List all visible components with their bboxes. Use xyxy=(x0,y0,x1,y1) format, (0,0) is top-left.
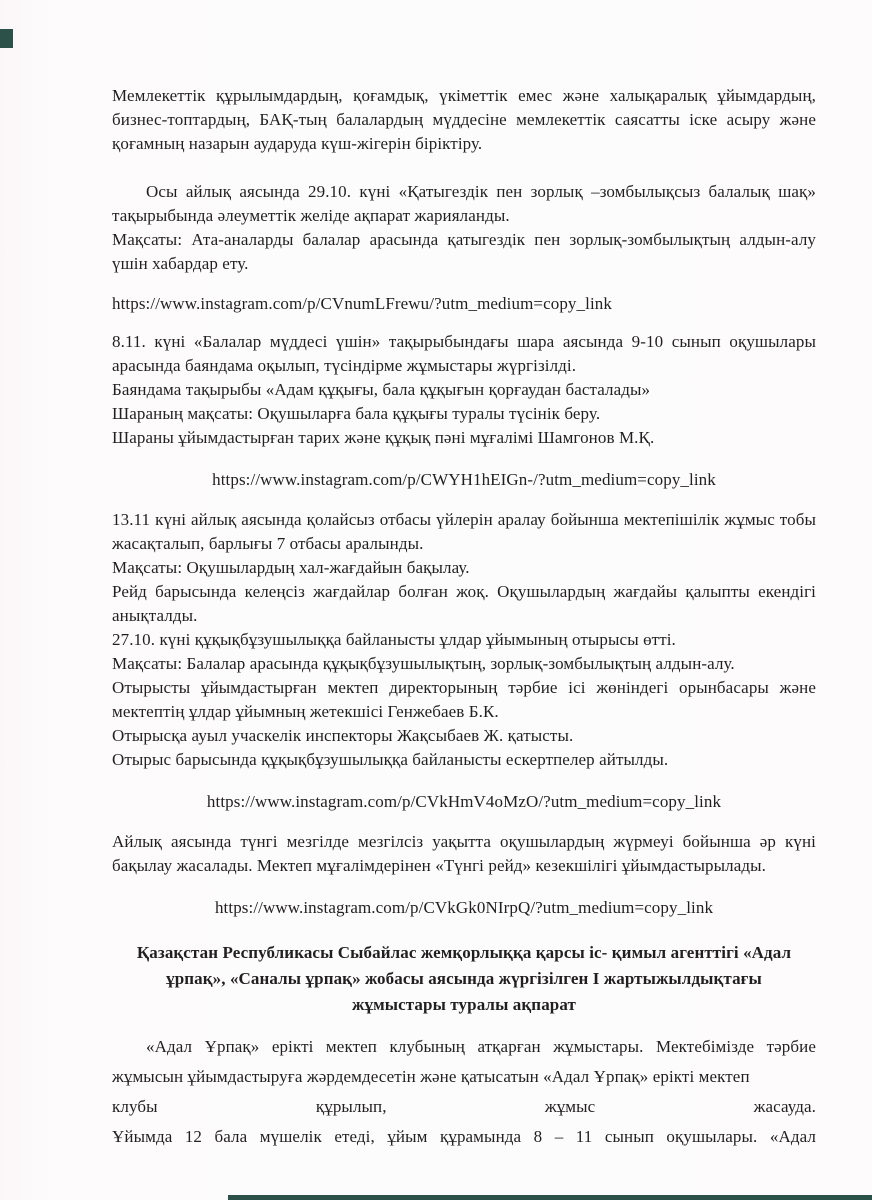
instagram-link-3: https://www.instagram.com/p/CVkHmV4oMzO/?utm_medium=copy_link xyxy=(206,792,722,811)
event-2710-announcement: 27.10. күні құқықбұзушылыққа байланысты ұлдар ұйымының отырысы өтті. xyxy=(112,630,676,649)
night-raid-paragraph: Айлық аясында түнгі мезгілде мезгілсіз уақытта оқушылардың жүрмеуі бойынша әр күні бақылау жасалады. Мектеп мұғалімдерінен «Түнгі рейд» кезекшілігі ұйымдастырылады. xyxy=(112,832,816,875)
event-0811-announcement: 8.11. күні «Балалар мүддесі үшін» тақырыбындағы шара аясында 9-10 сынып оқушылары арасында баяндама оқылып, түсіндірме жұмыстары жүргізілді. xyxy=(112,332,816,375)
event-0811-report-title: Баяндама тақырыбы «Адам құқығы, бала құқығын қорғаудан басталады» xyxy=(112,380,651,399)
event-1311-announcement: 13.11 күні айлық аясында қолайсыз отбасы үйлерін аралау бойынша мектепішілік жұмыс тобы жасақталып, барлығы 7 отбасы аралынды. xyxy=(112,510,816,553)
scan-edge-artifact-top-left xyxy=(0,29,13,48)
event-2710-organizers: Отырысты ұйымдастырған мектеп директорының тәрбие ісі жөніндегі орынбасары және мектептің ұлдар ұйымның жетекшісі Генжебаев Б.К. xyxy=(112,678,816,721)
scan-edge-artifact-bottom xyxy=(228,1195,872,1200)
adal-urpaq-body-3: Ұйымда 12 бала мүшелік етеді, ұйым құрамында 8 – 11 сынып оқушылары. «Адал xyxy=(112,1127,816,1146)
event-0811-goal: Шараның мақсаты: Оқушыларға бала құқығы туралы түсінік беру. xyxy=(112,404,601,423)
instagram-link-1: https://www.instagram.com/p/CVnumLFrewu/?utm_medium=copy_link xyxy=(112,294,612,313)
document-body xyxy=(112,84,816,1152)
instagram-link-2: https://www.instagram.com/p/CWYH1hEIGn-/?utm_medium=copy_link xyxy=(212,470,716,489)
event-2910-goal: Мақсаты: Ата-аналарды балалар арасында қатыгездік пен зорлық-зомбылықтың алдын-алу үшін хабардар ету. xyxy=(112,230,816,273)
intro-paragraph: Мемлекеттік құрылымдардың, қоғамдық, үкіметтік емес және халықаралық ұйымдардың, бизнес-топтардың, БАҚ-тың балалардың мүддесіне мемлекеттік саясатты іске асыру және қоғамның назарын аударуда күш-жігерін біріктіру. xyxy=(112,86,816,153)
event-0811-organizer: Шараны ұйымдастырған тарих және құқық пәні мұғалімі Шамгонов М.Қ. xyxy=(112,428,655,447)
event-1311-result: Рейд барысында келеңсіз жағдайлар болған жоқ. Оқушылардың жағдайы қалыпты екендігі анықталды. xyxy=(112,582,816,625)
adal-urpaq-heading: Қазақстан Республикасы Сыбайлас жемқорлыққа қарсы іс- қимыл агенттігі «Адал ұрпақ», «Саналы ұрпақ» жобасы аясында жүргізілген I жартыжылдықтағы жұмыстары туралы ақпарат xyxy=(136,943,792,1014)
adal-urpaq-body-1: «Адал Ұрпақ» ерікті мектеп клубының атқарған жұмыстары. Мектебімізде тәрбие жұмысын ұйымдастыруға жәрдемдесетін және қатысатын «Адал Ұрпақ» ерікті мектеп xyxy=(112,1037,816,1086)
event-2710-participant: Отырысқа ауыл учаскелік инспекторы Жақсыбаев Ж. қатысты. xyxy=(112,726,574,745)
event-2710-goal: Мақсаты: Балалар арасында құқықбұзушылықтың, зорлық-зомбылықтың алдын-алу. xyxy=(112,654,735,673)
instagram-link-4: https://www.instagram.com/p/CVkGk0NIrpQ/?utm_medium=copy_link xyxy=(214,898,714,917)
event-2910-announcement: Осы айлық аясында 29.10. күні «Қатыгездік пен зорлық –зомбылықсыз балалық шақ» тақырыбында әлеуметтік желіде ақпарат жарияланды. xyxy=(112,182,816,225)
event-1311-goal: Мақсаты: Оқушылардың хал-жағдайын бақылау. xyxy=(112,558,470,577)
adal-urpaq-body-2: клубы құрылып, жұмыс жасауда. xyxy=(112,1097,816,1116)
event-2710-outcome: Отырыс барысында құқықбұзушылыққа байланысты ескертпелер айтылды. xyxy=(112,750,669,769)
